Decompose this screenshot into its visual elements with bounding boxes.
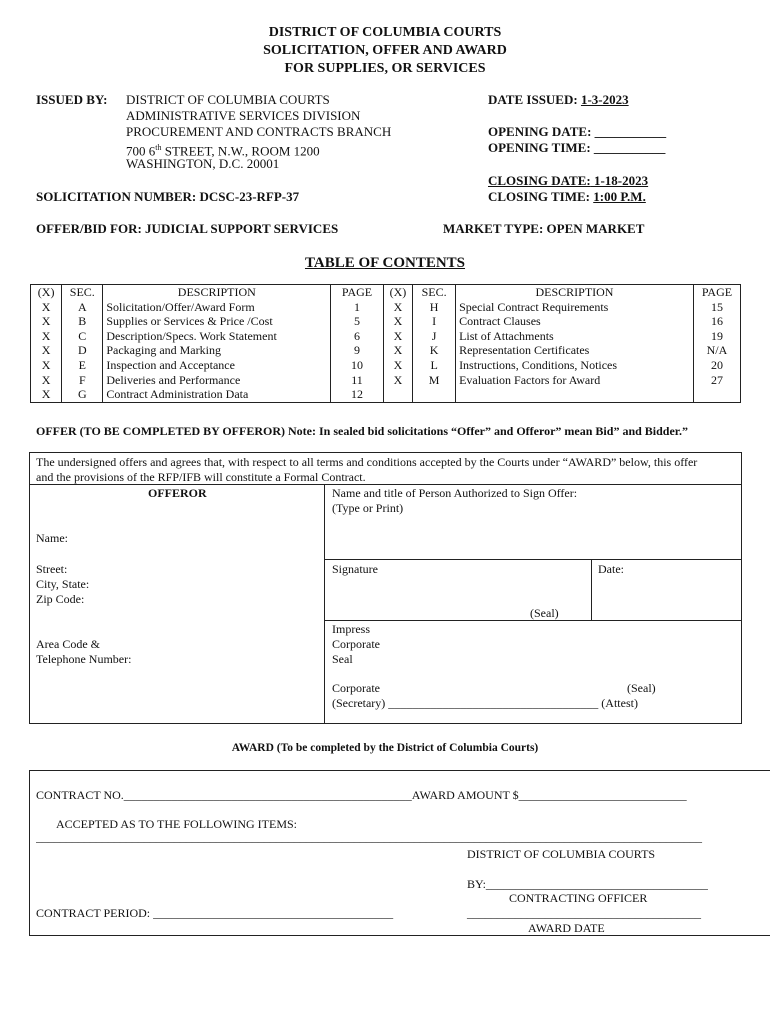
toc-page: 11	[331, 373, 383, 388]
corporate-label: Corporate	[332, 681, 380, 695]
closing-time: CLOSING TIME: 1:00 P.M.	[488, 189, 646, 204]
street-field: Street:	[36, 562, 68, 576]
impress-label-2: Corporate	[332, 637, 380, 651]
issuer-line-2: ADMINISTRATIVE SERVICES DIVISION	[126, 108, 361, 123]
toc-row	[31, 314, 741, 329]
toc-x-2	[383, 387, 412, 402]
toc-header-row	[31, 285, 741, 300]
toc-x-2: X	[383, 314, 412, 329]
offer-intro-line-2: and the provisions of the RFP/IFB will constitute a Formal Contract.	[36, 470, 366, 484]
toc-page-2: 16	[693, 314, 740, 329]
dc-courts-signatory: DISTRICT OF COLUMBIA COURTS	[467, 847, 656, 861]
toc-sec-2: K	[413, 343, 456, 358]
toc-page-2: N/A	[693, 343, 740, 358]
toc-row	[31, 358, 741, 373]
toc-description-2: Evaluation Factors for Award	[456, 373, 694, 388]
toc-heading: TABLE OF CONTENTS	[304, 255, 466, 271]
toc-description: Contract Administration Data	[103, 387, 331, 402]
toc-col-page: PAGE	[331, 285, 383, 300]
toc-x-2: X	[383, 300, 412, 315]
toc-page: 10	[331, 358, 383, 373]
accepted-items-rule: _______________________________________________________________________________________________________________	[36, 830, 702, 844]
toc-x: X	[31, 387, 62, 402]
opening-time: OPENING TIME: ___________	[488, 140, 666, 155]
toc-description-2: Instructions, Conditions, Notices	[456, 358, 694, 373]
toc-sec: C	[62, 329, 103, 344]
market-type: MARKET TYPE: OPEN MARKET	[443, 221, 645, 236]
toc-description-2: Representation Certificates	[456, 343, 694, 358]
toc-description: Supplies or Services & Price /Cost	[103, 314, 331, 329]
award-date-label: AWARD DATE	[528, 921, 605, 935]
toc-page: 6	[331, 329, 383, 344]
toc-col-description-2: DESCRIPTION	[456, 285, 694, 300]
date-field: Date:	[598, 562, 624, 576]
impress-label-3: Seal	[332, 652, 353, 666]
award-heading: AWARD (To be completed by the District of Columbia Courts)	[231, 742, 539, 754]
issuer-line-1: DISTRICT OF COLUMBIA COURTS	[126, 92, 330, 107]
toc-sec: B	[62, 314, 103, 329]
offer-column-divider	[324, 484, 325, 724]
toc-sec-2: M	[413, 373, 456, 388]
toc-description-2: Special Contract Requirements	[456, 300, 694, 315]
toc-col-description: DESCRIPTION	[103, 285, 331, 300]
contracting-officer-label: CONTRACTING OFFICER	[509, 891, 648, 905]
page-title-line-3: FOR SUPPLIES, OR SERVICES	[284, 61, 486, 76]
authorized-signer-hint: (Type or Print)	[332, 501, 404, 515]
accepted-items-label: ACCEPTED AS TO THE FOLLOWING ITEMS:	[56, 817, 298, 831]
toc-page: 1	[331, 300, 383, 315]
contract-number-line: CONTRACT NO.________________________________________________AWARD AMOUNT $____________________________	[36, 788, 687, 802]
toc-sec-2: I	[413, 314, 456, 329]
toc-x-2: X	[383, 373, 412, 388]
award-date-rule: _______________________________________	[467, 906, 701, 920]
city-state-field: City, State:	[36, 577, 90, 591]
toc-sec-2	[413, 387, 456, 402]
toc-page-2: 20	[693, 358, 740, 373]
toc-description: Solicitation/Offer/Award Form	[103, 300, 331, 315]
toc-page: 5	[331, 314, 383, 329]
toc-col-sec: SEC.	[62, 285, 103, 300]
impress-label-1: Impress	[332, 622, 370, 636]
toc-table	[30, 284, 741, 403]
toc-row	[31, 300, 741, 315]
phone-label-2: Telephone Number:	[36, 652, 132, 666]
toc-sec-2: L	[413, 358, 456, 373]
toc-page: 9	[331, 343, 383, 358]
toc-x: X	[31, 343, 62, 358]
toc-page: 12	[331, 387, 383, 402]
toc-page-2: 15	[693, 300, 740, 315]
offer-bid-for: OFFER/BID FOR: JUDICIAL SUPPORT SERVICES	[36, 221, 339, 236]
toc-sec: G	[62, 387, 103, 402]
corporate-seal-label: (Seal)	[627, 681, 656, 695]
toc-description-2: List of Attachments	[456, 329, 694, 344]
issuer-city: WASHINGTON, D.C. 20001	[126, 156, 280, 171]
opening-date: OPENING DATE: ___________	[488, 124, 667, 139]
toc-col-x: (X)	[31, 285, 62, 300]
toc-x-2: X	[383, 343, 412, 358]
date-divider	[591, 559, 592, 620]
toc-col-page-2: PAGE	[693, 285, 740, 300]
toc-x: X	[31, 314, 62, 329]
secretary-attest-line: (Secretary) ___________________________________ (Attest)	[332, 696, 638, 710]
issuer-line-3: PROCUREMENT AND CONTRACTS BRANCH	[126, 124, 392, 139]
toc-x-2: X	[383, 358, 412, 373]
toc-description: Inspection and Acceptance	[103, 358, 331, 373]
toc-col-x-2: (X)	[383, 285, 412, 300]
phone-label-1: Area Code &	[36, 637, 100, 651]
contract-period-line: CONTRACT PERIOD: ________________________________________	[36, 906, 394, 920]
signature-divider	[324, 559, 742, 560]
toc-x: X	[31, 358, 62, 373]
toc-description: Description/Specs. Work Statement	[103, 329, 331, 344]
toc-page-2	[693, 387, 740, 402]
closing-date: CLOSING DATE: 1-18-2023	[488, 173, 649, 188]
issuer-address: 700 6th STREET, N.W., ROOM 1200	[126, 143, 320, 159]
date-issued: DATE ISSUED: 1-3-2023	[488, 92, 629, 107]
toc-sec: A	[62, 300, 103, 315]
toc-description-2	[456, 387, 694, 402]
toc-description: Deliveries and Performance	[103, 373, 331, 388]
offer-heading: OFFER (TO BE COMPLETED BY OFFEROR) Note: In sealed bid solicitations “Offer” and Offeror” mean Bid” and Bidder.”	[36, 424, 689, 438]
seal-label: (Seal)	[530, 606, 559, 620]
name-field: Name:	[36, 531, 68, 545]
issued-by-label: ISSUED BY:	[36, 92, 108, 107]
toc-row	[31, 329, 741, 344]
toc-sec: F	[62, 373, 103, 388]
toc-page-2: 19	[693, 329, 740, 344]
toc-x: X	[31, 329, 62, 344]
toc-row	[31, 373, 741, 388]
toc-row	[31, 343, 741, 358]
toc-page-2: 27	[693, 373, 740, 388]
zip-code-field: Zip Code:	[36, 592, 85, 606]
page-title-line-1: DISTRICT OF COLUMBIA COURTS	[268, 25, 502, 40]
toc-sec-2: H	[413, 300, 456, 315]
toc-x: X	[31, 373, 62, 388]
signature-field: Signature	[332, 562, 378, 576]
toc-x-2: X	[383, 329, 412, 344]
toc-sec-2: J	[413, 329, 456, 344]
authorized-signer-label: Name and title of Person Authorized to Sign Offer:	[332, 486, 578, 500]
toc-row	[31, 387, 741, 402]
toc-col-sec-2: SEC.	[413, 285, 456, 300]
by-signature-line: BY:_____________________________________	[467, 877, 708, 891]
toc-x: X	[31, 300, 62, 315]
toc-sec: D	[62, 343, 103, 358]
toc-sec: E	[62, 358, 103, 373]
solicitation-number: SOLICITATION NUMBER: DCSC-23-RFP-37	[36, 189, 300, 204]
toc-description: Packaging and Marking	[103, 343, 331, 358]
offer-intro-line-1: The undersigned offers and agrees that, with respect to all terms and conditions accepted by the Courts under “AWARD” below, this offer	[36, 455, 698, 469]
toc-description-2: Contract Clauses	[456, 314, 694, 329]
page-title-line-2: SOLICITATION, OFFER AND AWARD	[263, 43, 507, 58]
offeror-label: OFFEROR	[148, 486, 207, 500]
